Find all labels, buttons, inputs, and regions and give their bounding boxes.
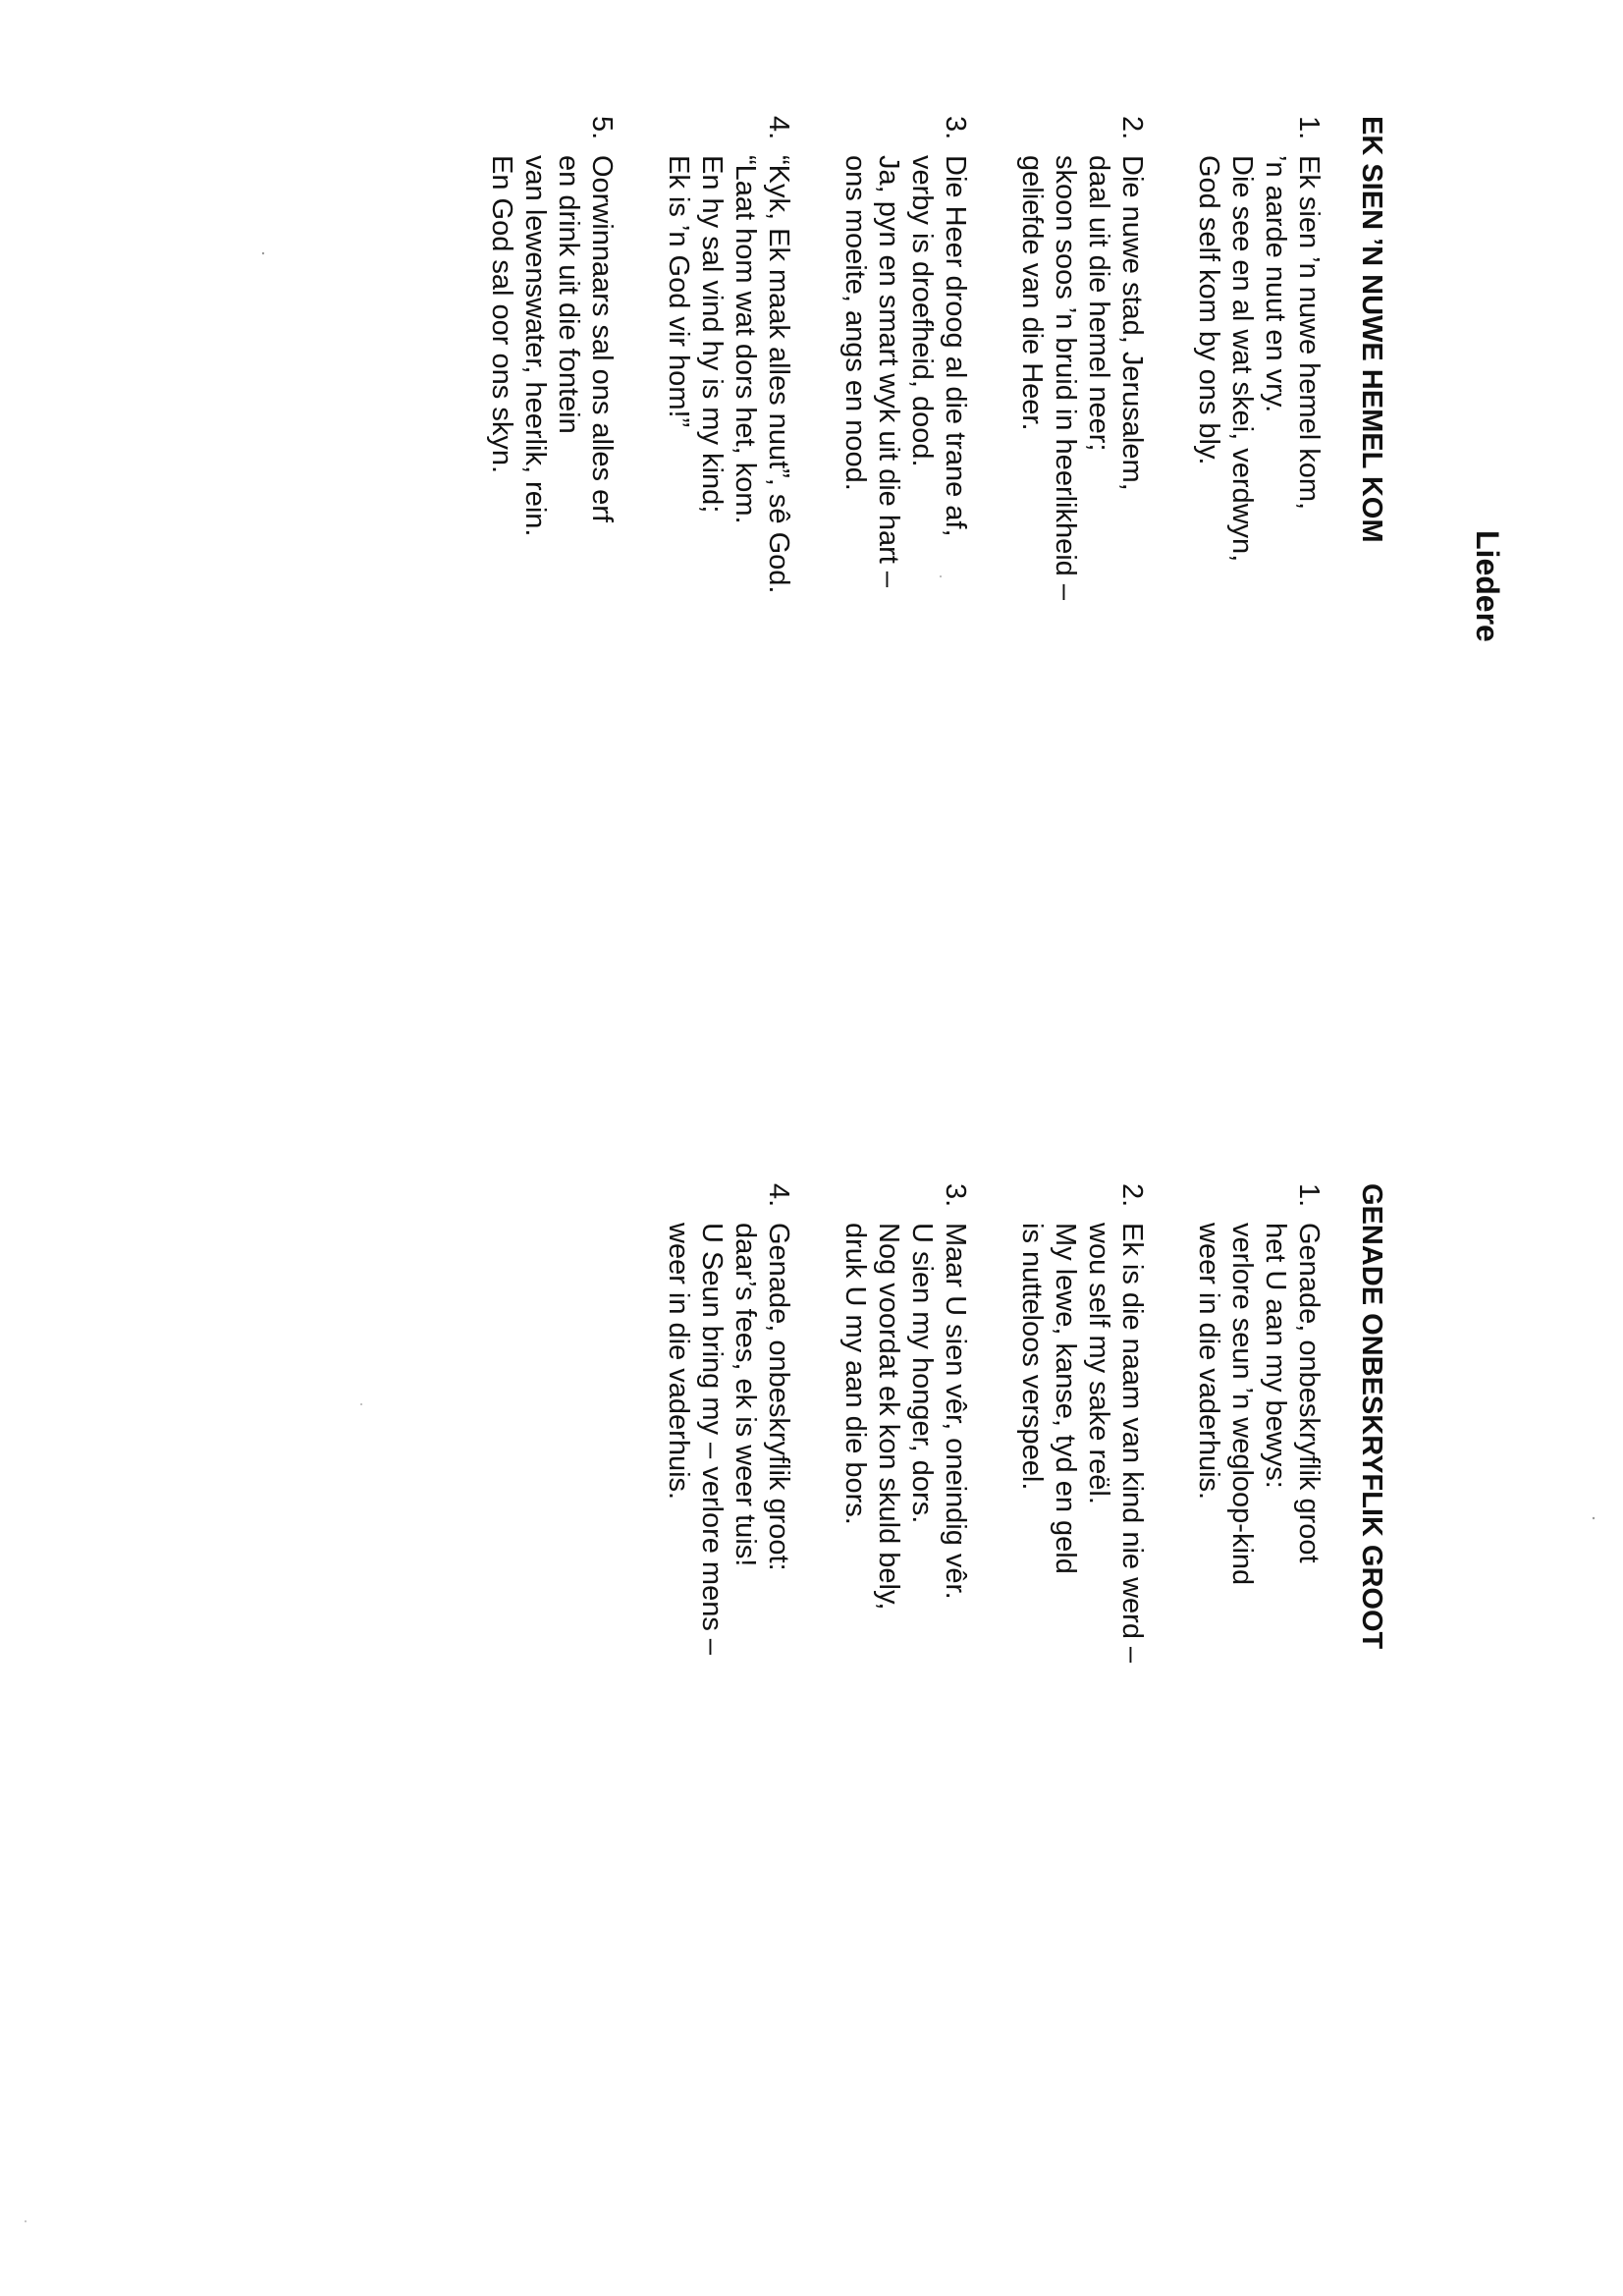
verse-line: Ek is die naam van kind nie werd – [1116, 1223, 1148, 1664]
verse [839, 1183, 972, 2146]
verse-line: verlore seun ’n wegloop-kind [1226, 1223, 1258, 1586]
verse-line: Oorwinnaars sal ons alles erf [586, 155, 618, 522]
verse-lines [1192, 1223, 1325, 1585]
verse-line: U sien my honger, dors. [906, 1223, 938, 1524]
verse-line: En God sal oor ons skyn. [486, 155, 517, 473]
verse-line: Maar U sien vêr, oneindig vêr. [940, 1223, 971, 1600]
verse-number: 4. [763, 1183, 794, 1208]
verse-line: skoon soos ’n bruid in heerlikheid – [1050, 155, 1081, 600]
verse-line: Ek sien ’n nuwe hemel kom, [1293, 155, 1325, 511]
verse-line: verby is droefheid, dood. [906, 155, 938, 467]
verse-line: ons moeite, angs en nood. [839, 155, 871, 491]
verse-line: geliefde van die Heer. [1016, 155, 1048, 431]
verse-number: 4. [763, 116, 794, 140]
verse [1192, 1183, 1325, 2146]
verse-line: ’n aarde nuut en vry. [1260, 155, 1291, 413]
verse-line: en drink uit die fontein [553, 155, 584, 434]
verse-lines [839, 1223, 972, 1610]
verse-line: Genade, onbeskryflik groot [1293, 1223, 1325, 1563]
verse-line: “Laat hom wat dors het, kom. [730, 155, 761, 524]
page-heading: Liedere [1470, 530, 1505, 642]
verse-line: daar’s fees, ek is weer tuis! [730, 1223, 761, 1567]
song-ek-sien [442, 116, 1387, 1078]
verse [839, 116, 972, 1078]
verse-line: Ja, pyn en smart wyk uit die hart – [873, 155, 904, 588]
verse-line: Die nuwe stad, Jerusalem, [1116, 155, 1148, 491]
verse-line: God self kom by ons bly. [1193, 155, 1224, 465]
verse-lines [839, 155, 972, 587]
verse-line: daal uit die hemel neer; [1083, 155, 1114, 452]
verse-line: druk U my aan die bors. [839, 1223, 871, 1525]
verse-line: Nog voordat ek kon skuld bely, [873, 1223, 904, 1611]
verse-number: 3. [940, 1183, 971, 1208]
verse-number: 3. [940, 116, 971, 140]
song-genade [619, 1183, 1387, 2146]
verse-number: 5. [586, 116, 618, 140]
verse-line: Ek is ’n God vir hom!” [663, 155, 694, 428]
verse-line: My lewe, kanse, tyd en geld [1050, 1223, 1081, 1574]
verse [485, 116, 619, 1078]
verse-lines [1192, 155, 1325, 562]
verse-line: weer in die vaderhuis. [1193, 1223, 1224, 1501]
verse-lines [662, 1223, 795, 1655]
verse-line: wou self my sake reël. [1083, 1223, 1114, 1504]
verse-lines [1015, 1223, 1149, 1663]
verse-line: van lewenswater, heerlik, rein. [519, 155, 551, 537]
verse-number: 2. [1116, 1183, 1148, 1208]
verse [1015, 116, 1149, 1078]
verse-number: 1. [1293, 116, 1325, 140]
verse [662, 1183, 795, 2146]
verse-line: is nutteloos verspeel. [1016, 1223, 1048, 1491]
verse-line: Die Heer droog al die trane af, [940, 155, 971, 537]
verse-line: “Kyk, Ek maak alles nuut”, sê God. [763, 155, 794, 594]
verse [662, 116, 795, 1078]
verse-number: 1. [1293, 1183, 1325, 1208]
verse-line: het U aan my bewys: [1260, 1223, 1291, 1489]
verse [1015, 1183, 1149, 2146]
verse-line: Die see en al wat skei, verdwyn, [1226, 155, 1258, 563]
verse-line: U Seun bring my – verlore mens – [696, 1223, 728, 1656]
verse [1192, 116, 1325, 1078]
verse-lines [662, 155, 795, 593]
verse-line: En hy sal vind hy is my kind; [696, 155, 728, 514]
verse-lines [1015, 155, 1149, 600]
verse-line: weer in die vaderhuis. [663, 1223, 694, 1501]
verse-line: Genade, onbeskryflik groot: [763, 1223, 794, 1571]
verse-number: 2. [1116, 116, 1148, 140]
song-title: EK SIEN ’N NUWE HEMEL KOM [1356, 116, 1387, 543]
verse-lines [485, 155, 619, 536]
song-title: GENADE ONBESKRYFLIK GROOT [1356, 1183, 1387, 1650]
